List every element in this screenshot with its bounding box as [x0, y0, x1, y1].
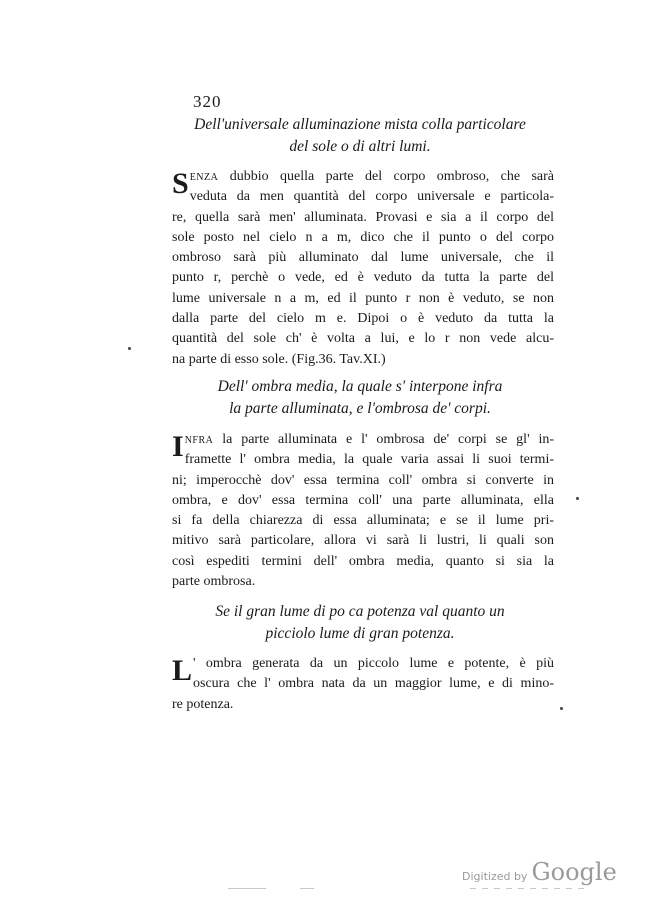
drop-cap: I [172, 430, 184, 463]
google-watermark [462, 858, 617, 886]
text-line: ombra, e dov' essa termina coll' una parte alluminata, ella [172, 492, 554, 508]
small-caps-word: ENZA [189, 172, 219, 183]
text-line: si fa della chiarezza di essa alluminata; e se il lume pri- [172, 513, 554, 529]
text-line: re, quella sarà men' alluminata. Provasi e sia a il corpo del [172, 209, 554, 225]
heading-line: la parte alluminata, e l'ombrosa de' corpi. [229, 400, 491, 417]
text-line: punto r, perchè o vede, ed è veduto da tutta la parte del [172, 270, 554, 286]
drop-cap: L [172, 654, 193, 687]
text-line: sole posto nel cielo n a m, dico che il punto o del corpo [172, 229, 554, 245]
text-line: ni; imperocchè dov' essa termina coll' ombra si converte in [172, 472, 554, 488]
text-line: ' ombra generata da un piccolo lume e potente, è più [193, 656, 554, 671]
heading-line: del sole o di altri lumi. [289, 138, 431, 155]
text-line: na parte di esso sole. (Fig.36. Tav.XI.) [172, 351, 386, 367]
print-speck [576, 497, 579, 500]
page-number: 320 [193, 92, 222, 111]
text-line: re potenza. [172, 696, 234, 712]
heading-line: picciolo lume di gran potenza. [265, 625, 455, 642]
text-line: parte ombrosa. [172, 574, 256, 590]
text-line-content: dubbio quella parte del corpo ombroso, che sarà [218, 169, 554, 184]
paragraph-2 [172, 430, 554, 592]
scan-edge-line [300, 888, 314, 889]
section-heading-3 [150, 601, 570, 645]
text-line: lume universale n a m, ed il punto r non è veduto, se non [172, 290, 554, 306]
text-line-content: la parte alluminata e l' ombrosa de' corpi se gl' in- [213, 432, 554, 447]
text-line: mitivo sarà particolare, allora vi sarà li lustri, li quali son [172, 533, 554, 549]
section-heading-1 [150, 114, 570, 158]
scan-edge-line [470, 888, 590, 889]
text-line: framette l' ombra media, la quale varia assai li suoi termi- [184, 452, 554, 468]
section-heading-2 [150, 376, 570, 420]
text-line [172, 167, 554, 187]
google-logo: Google [531, 858, 617, 886]
text-line [172, 430, 554, 450]
text-line: dalla parte del cielo m e. Dipoi o è veduto da tutta la [172, 311, 554, 327]
text-line: così espediti termini dell' ombra media, quanto si sia la [172, 553, 554, 569]
scan-edge-line [228, 888, 266, 889]
watermark-prefix: Digitized by [462, 870, 528, 883]
paragraph-1 [172, 167, 554, 370]
heading-line: Dell' ombra media, la quale s' interpone infra [217, 378, 503, 395]
text-line: quantità del sole ch' è volta a lui, e lo r non vede alcu- [172, 331, 554, 347]
text-line: oscura che l' ombra nata da un maggior lume, e di mino- [193, 676, 554, 692]
print-speck [128, 347, 131, 350]
paragraph-3 [172, 654, 554, 715]
drop-cap: S [172, 167, 189, 200]
heading-line: Se il gran lume di po ca potenza val quanto un [215, 603, 505, 620]
text-line: ombroso sarà più alluminato dal lume universale, che il [172, 250, 554, 266]
print-speck [560, 707, 563, 710]
text-line: veduta da men quantità del corpo universale e particola- [189, 189, 554, 205]
small-caps-word: NFRA [184, 435, 214, 446]
heading-line: Dell'universale alluminazione mista colla particolare [194, 116, 526, 133]
